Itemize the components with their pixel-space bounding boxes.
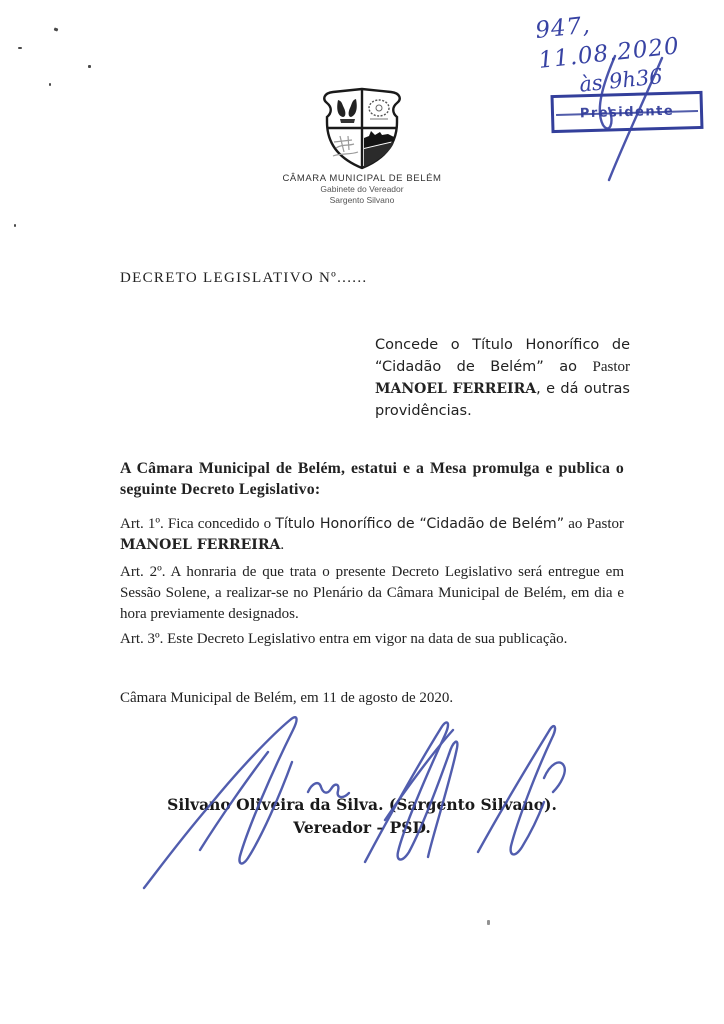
article-2: Art. 2º. A honraria de que trata o presente Decreto Legislativo será entregue em Sessão Solene, a realizar-se no Plenário da Câmara Municipal de Belém, em dia e hora previamente designados. bbox=[120, 564, 624, 622]
summary-paragraph bbox=[375, 334, 630, 422]
date-line: Câmara Municipal de Belém, em 11 de agosto de 2020. bbox=[120, 690, 454, 706]
handwritten-number-date: 947, 11.08.2020 bbox=[534, 12, 681, 74]
summary-seg2: Pastor bbox=[592, 358, 630, 375]
letterhead-org-name: CÂMARA MUNICIPAL DE BELÉM bbox=[282, 173, 442, 184]
article-1 bbox=[120, 514, 624, 556]
president-stamp bbox=[550, 91, 703, 133]
letterhead-office-holder: Sargento Silvano bbox=[329, 195, 395, 205]
article1-honoree-name: MANOEL FERREIRA bbox=[120, 537, 281, 553]
letterhead bbox=[0, 173, 724, 206]
scan-speckle bbox=[88, 65, 91, 68]
signatory-block bbox=[110, 793, 614, 839]
scan-speckle bbox=[18, 47, 22, 49]
article-3: Art. 3º. Este Decreto Legislativo entra em vigor na data de sua publicação. bbox=[120, 631, 568, 647]
article1-seg2: Título Honorífico de “Cidadão de Belém” bbox=[275, 516, 565, 532]
stamp-label: Presidente bbox=[579, 103, 675, 121]
scan-speckle bbox=[49, 83, 51, 86]
document-title: DECRETO LEGISLATIVO Nº...... bbox=[120, 270, 368, 286]
handwritten-time: às 9h36 bbox=[578, 64, 664, 97]
scan-speckle bbox=[487, 920, 490, 925]
signatory-role: Vereador – PSD. bbox=[293, 818, 431, 837]
scan-speckle bbox=[14, 224, 16, 227]
summary-honoree-name: MANOEL FERREIRA bbox=[375, 380, 537, 397]
summary-seg1: Concede o Título Honorífico de “Cidadão de Belém” ao bbox=[375, 336, 630, 375]
summary-seg4: , e dá outras providências. bbox=[375, 380, 630, 419]
coat-of-arms-icon bbox=[320, 86, 404, 170]
article1-seg3: ao Pastor bbox=[564, 516, 624, 532]
article1-seg1: Art. 1º. Fica concedido o bbox=[120, 516, 276, 532]
handwritten-annotation bbox=[534, 0, 724, 104]
letterhead-office: Gabinete do Vereador bbox=[320, 184, 404, 194]
enactment-clause: A Câmara Municipal de Belém, estatui e a Mesa promulga e publica o seguinte Decreto Legislativo: bbox=[120, 459, 624, 498]
scan-speckle bbox=[54, 27, 59, 31]
signatory-name: Silvano Oliveira da Silva. (Sargento Silvano). bbox=[167, 795, 557, 814]
article1-seg5: . bbox=[280, 537, 285, 553]
